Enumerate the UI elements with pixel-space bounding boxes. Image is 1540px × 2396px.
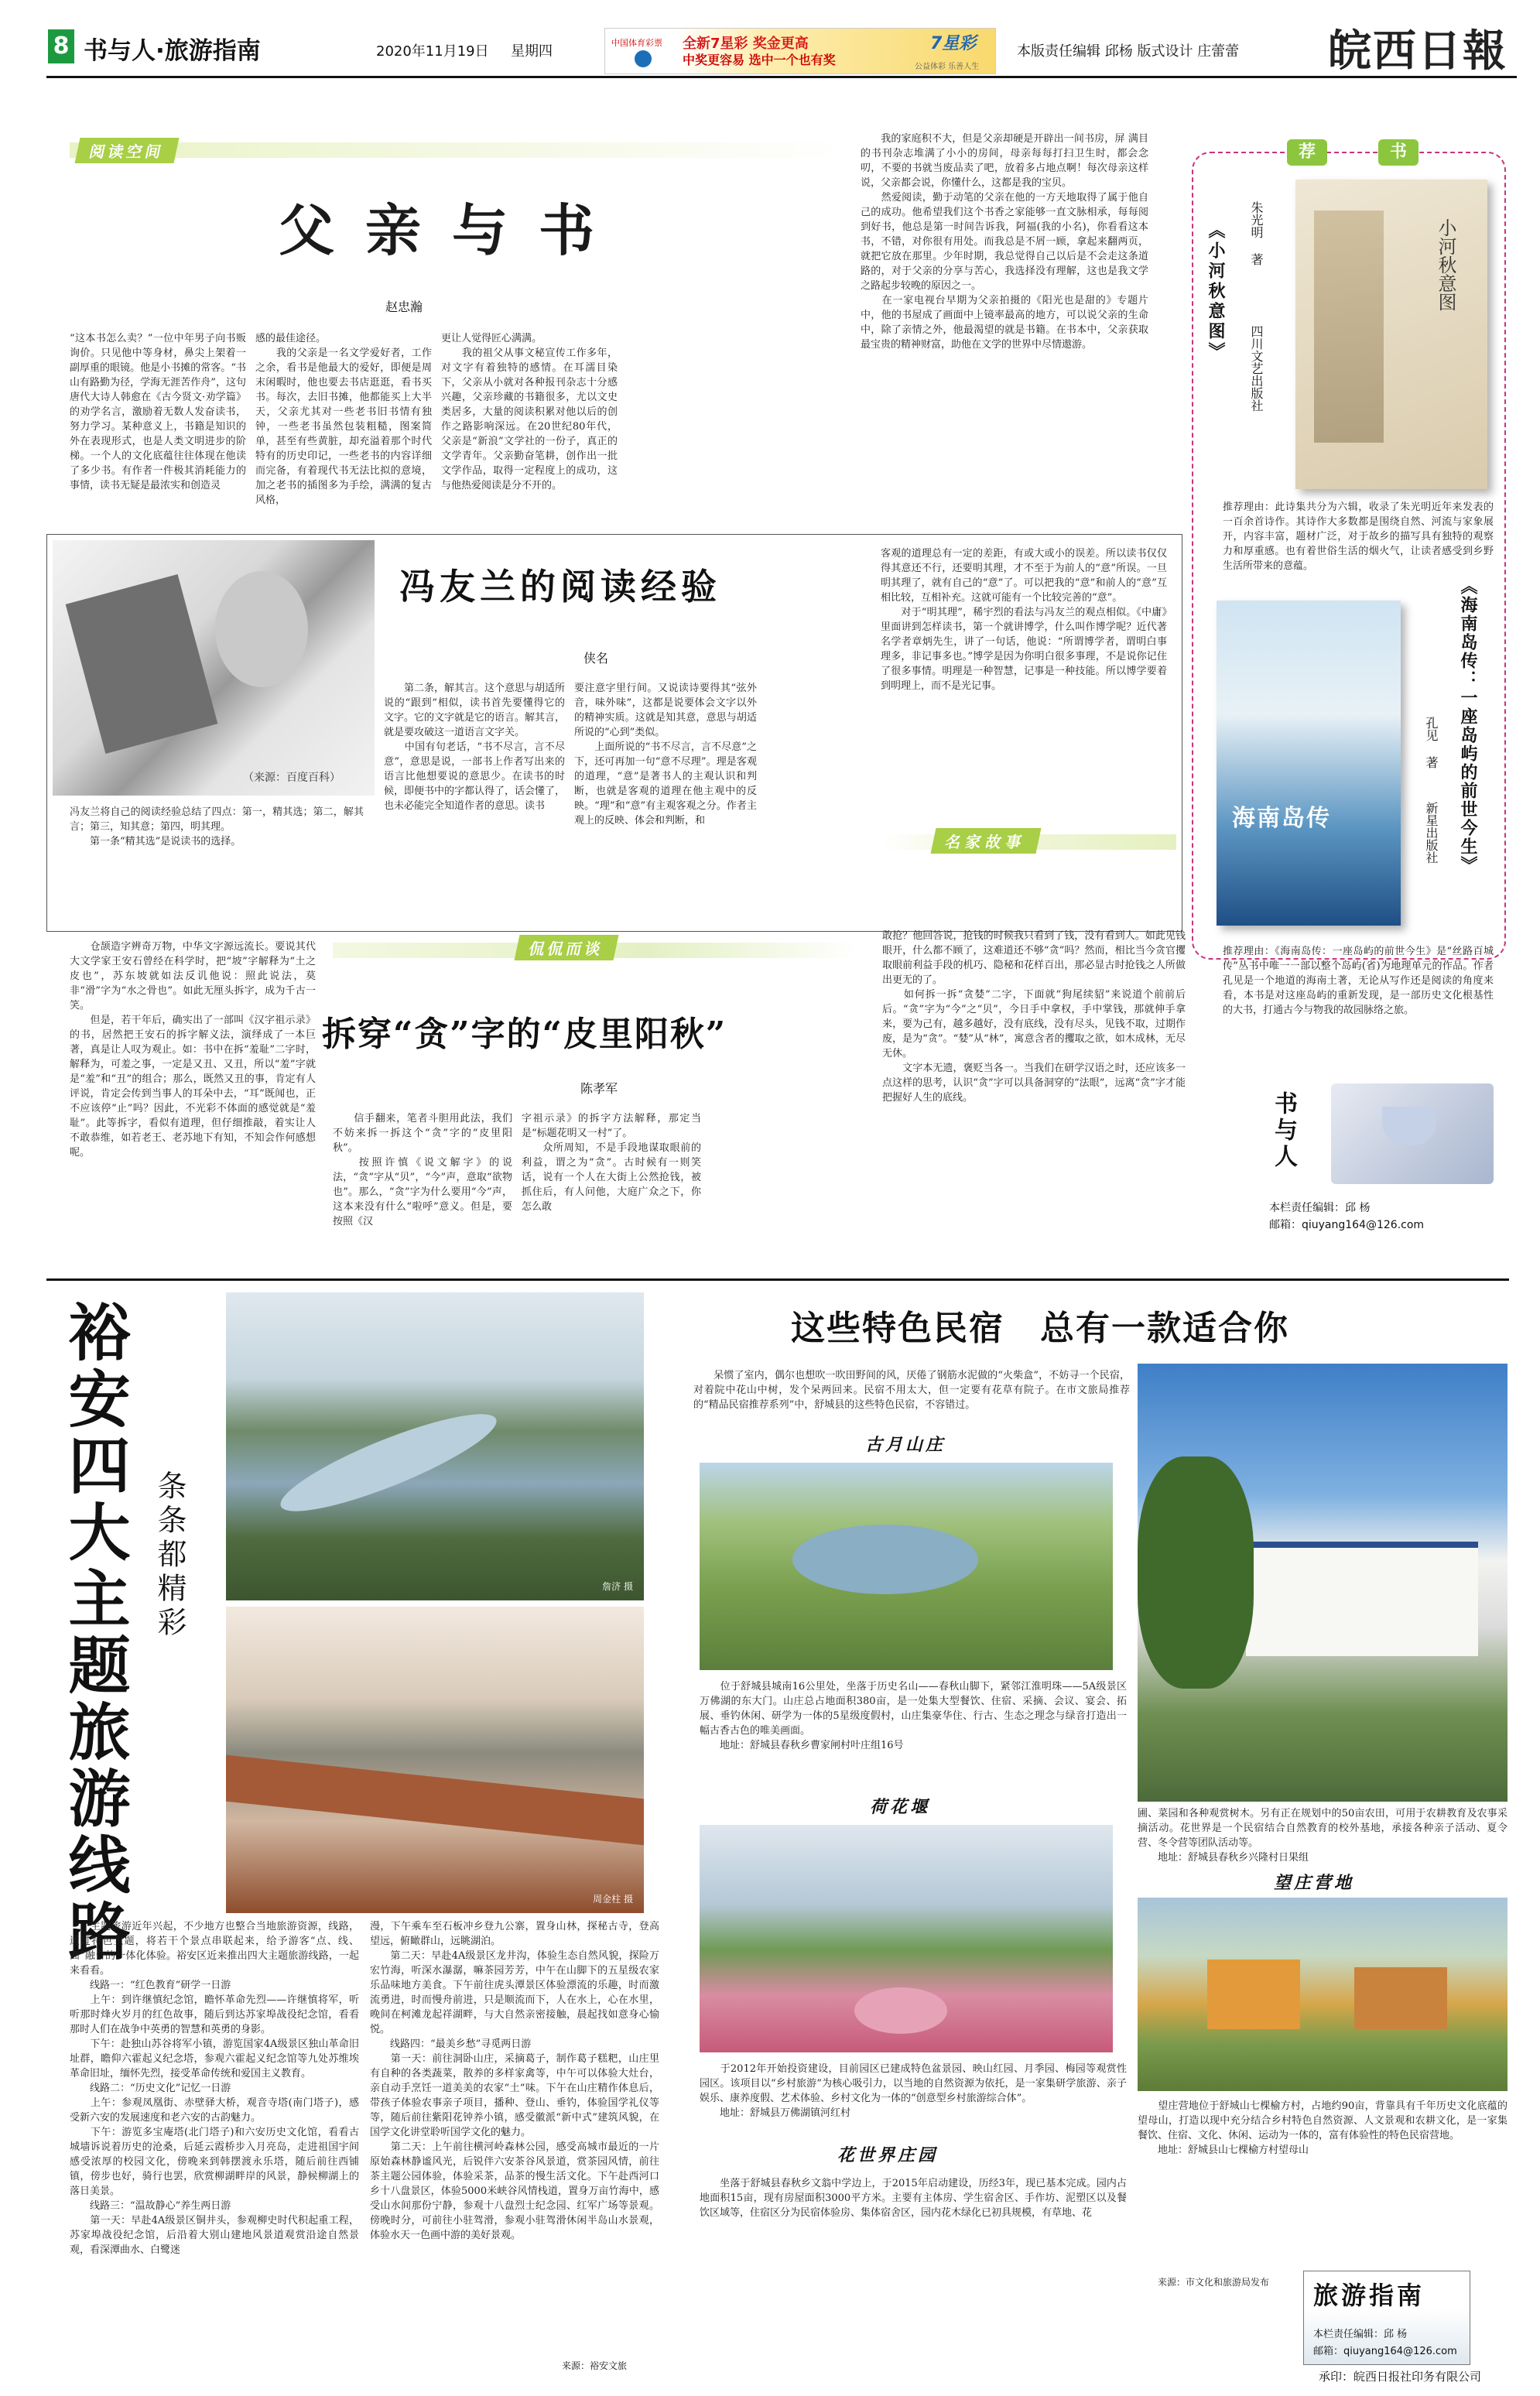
minsu-intro: 呆惯了室内，偶尔也想吹一吹田野间的风，厌倦了钢筋水泥做的“火柴盒”，不妨寻一个民宿，对着院中花山中树，发个呆两回来。民宿不用太大，但一定要有花草有院子。在市文旅局推荐的“精品民宿推荐系列”中，舒城县的这些特色民宿，不容错过。 xyxy=(693,1370,1130,1411)
book-column-email: 邮箱：qiuyang164@126.com xyxy=(1269,1219,1425,1231)
minsu-sub1-title: 古月山庄 xyxy=(865,1435,946,1455)
huashijie-text: 坐落于舒城县春秋乡文翁中学边上，于2015年启动建设，历经3年，现已基本完成。园内占地面积15亩，现有房屋面积3000平方米。主要有主体房、学生宿舍区、手作坊、泥塑区以及餐饮区域等，住宿区分为民宿体验房、集体宿舍区，园内花木绿化已初具规模，有草地、花 xyxy=(700,2178,1127,2219)
minsu-sub4-title: 望庄营地 xyxy=(1274,1873,1355,1893)
minsu-sub3-title: 花世界庄园 xyxy=(837,2145,939,2165)
page-number-badge: 8 xyxy=(48,29,74,63)
book2-reason: 推荐理由：《海南岛传：一座岛屿的前世今生》是“丝路百城传”丛书中唯一一部以整个岛屿(省)为地理单元的作品。作者孔见是一个地道的海南土著，无论从写作还是阅读的角度来看，本书是对这座岛屿的重新发现，是一部历史文化根基性的大书，打通古今与物我的故园脉络之旅。 xyxy=(1223,946,1494,1016)
hehua-text: 于2012年开始投资建设，目前园区已建成特色盆景园、映山红园、月季园、梅园等观赏性园区。该项目以“乡村旅游”为核心吸引力，以当地的自然资源为依托，是一家集研学旅游、亲子娱乐、康养度假、艺术体验、乡村文化为一体的“创意型乡村旅游综合体”。 地址：舒城县万佛湖镇河红村 xyxy=(700,2063,1127,2119)
issue-weekday: 星期四 xyxy=(511,43,553,60)
yuan-photo-river xyxy=(226,1292,644,1600)
book2-publisher: 新星出版社 xyxy=(1424,802,1439,864)
book1-cover-title: 小河秋意图 xyxy=(1435,218,1456,311)
ad-slogan-1: 全新7星彩 奖金更高 xyxy=(683,36,809,52)
recommend-tag-2: 书 xyxy=(1378,139,1419,166)
father-column-3: 更让人觉得匠心满满。 我的祖父从事文秘宣传工作多年，对文字有着独特的感情。在耳濡目染下，父亲从小就对各种报刊杂志十分感兴趣，父亲珍藏的书籍很多，尤以文史类居多，大量的阅读积累对他以后的创作之路影响深远。在20世纪80年代，父亲是“新浪”文学社的一份子，真正的文学青年。父亲勤奋笔耕，创作出一批文学作品，取得一定程度上的成功，这与他热爱阅读是分不开的。 xyxy=(441,333,618,491)
river-shape xyxy=(272,1398,505,1528)
minsu-source: 来源：市文化和旅游局发布 xyxy=(1158,2277,1270,2288)
boardwalk-shape xyxy=(226,1755,644,1846)
pin-title: 拆穿“贪”字的“皮里阳秋” xyxy=(322,1015,727,1054)
recommend-tag-1: 荐 xyxy=(1287,139,1327,166)
portrait-head-shape xyxy=(215,571,308,687)
section-title: 书与人·旅游指南 xyxy=(84,37,261,65)
lottery-ad[interactable] xyxy=(604,28,996,74)
father-column-1: “这本书怎么卖？”一位中年男子向书贩询价。只见他中等身材，鼻尖上架着一副厚重的眼镜。他是小书摊的常客。“书山有路勤为径，学海无涯苦作舟”，这句唐代大诗人韩愈在《古今贤文·劝学篇》的劝学名言，激励着无数人发奋读书，努力学习。某种意义上，书籍是知识的外在表现形式，也是人类文明进步的阶梯。一个人的文化底蕴往往体现在他读了多少书。有作者一件极其消耗能力的事情，读书无疑是最浓实和创造灵 xyxy=(70,333,246,491)
book-column-box xyxy=(1266,1083,1507,1238)
book1-vertical-title: 《小河秋意图》 xyxy=(1206,221,1226,362)
pin-column-1: 信手翻来，笔者斗胆用此法，我们不妨来拆一拆这个“贪”字的“皮里阳秋”。 按照许慎《说文解字》的说法，“贪”字从“贝”，“今”声，意取“欲物也”。那么，“贪”字为什么要用“今”声，这本来没有什么“啦呼”意义。但是，要按照《汉 xyxy=(333,1113,512,1227)
pin-left-column: 仓颉造字辨奇万物，中华文字源远流长。要说其代大文学家王安石曾经在科学时，把“坡”字解释为“土之皮也”，苏东坡就如法反讥他说：照此说法，莫非“滑”字为“水之骨也”。如此无厘头拆字，成为千古一笑。 但是，若干年后，确实出了一部叫《汉字祖示录》的书，居然把王安石的拆字解义法，演绎成了一本巨著，真是让人叹为观止。如：书中在拆“羞耻”二字时，解释为，可羞之事，一定是又丑、又丑，所以“羞”字就是“羞”和“丑”的组合；那么，既然又丑的事，肯定有人评说，肯定会传到当事人的耳朵中去，“耳”既闻也，正不应该停“止”吗？因此，不光彩不体面的感觉就是“羞耻”。此等拆字，看似有道理，但仔细推敲，着实让人不敢恭维，如若老王、老苏地下有知，不知会作何感想呢。 xyxy=(70,941,316,1159)
pin-column-2: 字祖示录》的拆字方法解释，那定当是“标题花明又一村”了。 众所周知，不是手段地谋取眼前的利益，谓之为“贪”。古时候有一则笑话，说有一个人在大街上公然抢钱，被抓住后，有人问他，大庭广众之下，你怎么敢 xyxy=(522,1113,701,1213)
book2-cover-title: 海南岛传 xyxy=(1232,805,1331,832)
book-column-title: 书与人 xyxy=(1270,1091,1297,1170)
minsu-sub2-title: 荷花堰 xyxy=(870,1797,931,1817)
book1-cover-art xyxy=(1314,211,1384,443)
page-editors: 本版责任编辑 邱杨 版式设计 庄蕾蕾 xyxy=(1017,43,1240,60)
book2-vertical-title: 《海南岛传：一座岛屿的前世今生》 xyxy=(1458,577,1478,875)
feng-photo-caption: （来源：百度百科） xyxy=(243,772,341,784)
travel-guide-box xyxy=(1303,2271,1470,2365)
feng-tag: 名家故事 xyxy=(930,828,1041,854)
reading-space-label-bar xyxy=(70,142,851,158)
feng-portrait-photo xyxy=(53,540,375,796)
travel-guide-editor: 本栏责任编辑：邱 杨 xyxy=(1313,2329,1408,2340)
ad-sub: 公益体彩 乐善人生 xyxy=(915,63,980,71)
article-title-father: 父亲与书 xyxy=(279,197,626,263)
hehua-photo xyxy=(700,1825,1113,2052)
yuan-source: 来源：裕安文旅 xyxy=(562,2360,628,2371)
photo-credit-1: 詹济 摄 xyxy=(602,1581,633,1592)
travel-guide-title: 旅游指南 xyxy=(1313,2281,1425,2310)
book1-author: 朱光明 著 xyxy=(1249,201,1264,265)
photo-credit-2: 周金柱 摄 xyxy=(593,1894,633,1905)
header-rule xyxy=(46,76,1517,78)
ad-logo: 中国体育彩票 xyxy=(611,38,662,48)
yuan-subtitle: 条条都精彩 xyxy=(152,1470,187,1641)
pin-label: 侃侃而谈 xyxy=(514,935,618,960)
ad-brand: 7星彩 xyxy=(930,34,977,53)
article-author-father: 赵忠瀚 xyxy=(385,300,423,314)
newspaper-masthead: 皖西日報 xyxy=(1328,26,1507,77)
huashijie-right-text: 圃、菜园和各种观赏树木。另有正在规划中的50亩农田，可用于农耕教育及农事采摘活动。花世界是一个民宿结合自然教育的校外基地，承接各种亲子活动、夏令营、冬令营等团队活动等。 地址：舒城县春秋乡兴隆村日果组 xyxy=(1138,1808,1507,1864)
book2-author: 孔见 著 xyxy=(1424,717,1439,768)
yuan-photo-boardwalk xyxy=(226,1607,644,1913)
yuan-title: 裕安四大主题旅游线路 xyxy=(58,1300,131,1966)
section-divider xyxy=(46,1278,1509,1281)
printer-credit: 承印：皖西日报社印务有限公司 xyxy=(1319,2370,1482,2384)
feng-column-1: 第二条，解其言。这个意思与胡适所说的“跟到”相似，读书首先要懂得它的文字。它的文字就是它的语言。解其言，就是要攻破这一道语言文字关。 中国有句老话，“书不尽言，言不尽意”，意思是说，一部书上作者写出来的语言比他想要说的意思少。在读书的时候，即便书中的字都认得了，话会懂了，也未必能完全知道作者的意思。读书 xyxy=(384,683,565,812)
flower-shape xyxy=(854,1987,947,2034)
yuan-column-1: 主题旅游近年兴起，不少地方也整合当地旅游资源，线路，通过特色主题，将若干个景点串联起来，给予游客“点、线、面”融合的一体化体验。裕安区近来推出四大主题旅游线路，一起来看看。 线路一：“红色教育”研学一日游 上午：到许继慎纪念馆，瞻怀革命先烈——许继慎将军，听听那时烽火岁月的红色故事，随后到达苏家埠战役纪念馆，看看那时人们在战争中英勇的智慧和英勇的身影。 下午：赴独山苏谷将军小镇，游览国家4A级景区独山革命旧址群，瞻仰六霍起义纪念塔，参观六霍起义纪念馆等九处苏维埃革命旧址，缅怀先烈，接受革命传统和爱国主义教育。 线路二：“历史文化”记忆一日游 上午：参观凤凰街、赤壁驿大桥，观音寺塔(南门塔子)，感受新六安的发展速度和老六安的古韵魅力。 下午：游览多宝庵塔(北门塔子)和六安历史文化馆，看看古城墙诉说着历史的沧桑，后延云霞桥步入月亮岛，走进祖国宇间感受浓厚的校园文化，傍晚来到韩摆渡永乐塔，随后前往西铺镇，傍步也好，骑行也罢，欣赏柳湖畔岸的风景，静候柳湖上的落日美景。 线路三：“温故静心”养生两日游 第一天：早赴4A级景区铜井头，参观柳史时代积起重工程，苏家埠战役纪念馆，后沿着大别山建地风景道观赏沿途自然景观，看深潭曲水、白鹭迷 xyxy=(70,1921,359,2256)
cabin-shape xyxy=(1207,1960,1300,2029)
feng-column-3: 客观的道理总有一定的差距，有或大或小的误差。所以读书仅仅得其意还不行，还要明其理，才不至于为前人的“意”所误。一旦明其理了，就有自己的“意”了。可以把我的“意”和前人的“意”互相比较，互相补充。这就可能有一个比较完善的“意”。 对于“明其理”，稀宇烈的看法与冯友兰的观点相似。《中庸》里面讲到怎样读书，第一个就讲博学，什么叫作博学呢？近代著名学者章炳先生，讲了一句话，他说：“所谓博学者，谓明白事理多，非记事多也。”博学是因为你明白很多事理，不是说你记住了很多事情。明理是一种智慧，记事是一种技能。所以博学要着到明理上，而不是光记事。 xyxy=(881,548,1167,692)
ad-globe-icon xyxy=(635,50,652,67)
feng-column-2: 要注意字里行间。又说读诗要得其“弦外音，味外味”，这都是说要体会文字以外的精神实质。这就是知其意，意思与胡适所说的“心到”类似。 上面所说的“书不尽言，言不尽意”之下，还可再加一句“意不尽理”。理是客观的道理，“意”是著书人的主观认识和判断，也就是客观的道理在他主观中的反映。“理”和“意”有主观客观之分。作者主观上的反映、体会和判断，和 xyxy=(574,683,757,827)
feng-author: 侠名 xyxy=(583,651,609,666)
feng-title: 冯友兰的阅读经验 xyxy=(399,566,721,608)
minsu-title: 这些特色民宿 总有一款适合你 xyxy=(791,1309,1289,1348)
book-column-editor: 本栏责任编辑：邱 杨 xyxy=(1269,1202,1371,1214)
issue-date: 2020年11月19日 xyxy=(376,43,489,60)
wangzhuang-photo xyxy=(1138,1898,1507,2091)
reading-space-label: 阅读空间 xyxy=(74,138,179,163)
book2-cover xyxy=(1217,601,1401,926)
tree-shape xyxy=(1138,1456,1254,1689)
father-column-2: 感的最佳途径。 我的父亲是一名文学爱好者，工作之余，看书是他最大的爱好，即便是周末闲暇时，他也要去书店逛逛，看书买书。每次，去旧书摊，他都能买上大半天，父亲尤其对一些老书旧书情有独钟，一些老书虽然包装粗糙，图案简单，甚至有些黄脏，却充溢着那个时代特有的历史印记，一些老书的内容详细而完备，有着现代书无法比拟的意境，加之老书的插图多为手绘，满满的复古风格， xyxy=(255,333,432,506)
book1-publisher: 四川文艺出版社 xyxy=(1249,325,1264,412)
pin-author: 陈孝军 xyxy=(580,1081,618,1096)
guyue-photo xyxy=(700,1463,1113,1670)
cabin-shape-2 xyxy=(1354,1967,1447,2029)
guyue-lake-shape xyxy=(792,1525,978,1594)
huashijie-photo xyxy=(1138,1364,1507,1802)
guyue-text: 位于舒城县城南16公里处，坐落于历史名山——春秋山脚下，紧邻江淮明珠——5A级景区万佛湖的东大门。山庄总占地面积380亩，是一处集大型餐饮、住宿、采摘、会议、宴会、拓展、垂钓休闲、研学为一体的5星级度假村，山庄集豪华住、行古、生态之理念与绿音打造出一幅古香古色的唯美画面。 地址：舒城县春秋乡曹家闸村叶庄组16号 xyxy=(700,1681,1127,1751)
yuan-column-2: 漫，下午乘车至石板冲乡登九公寨，置身山林，探秘古寺，登高望远，俯瞰群山，远眺湖泊。 第二天：早赴4A级景区龙井沟，体验生态自然风貌，探险万宏竹海，听深水瀑潺，嘛茶园芳芳，中午在山脚下的五星级农家乐品味地方美食。下午前往虎头潭景区体验漂流的乐趣，时而激流勇进，时而慢舟前进，只是顺流而下，人在水上，心在水里，晚间在柯滩龙起祥湖畔，与大自然亲密接触，晨起找如意身心愉悦。 线路四：“最美乡愁”寻觅两日游 第一天：前往洞卧山庄，采摘葛子，制作葛子糕粑，山庄里有自种的各类蔬菜，散养的多样家禽等，中午可以体验大灶台，亲自动手烹饪一道美美的农家“土”味。下午在山庄精作体息后，带孩子体验农事亲子项目，播种、登山、垂钓，体验国学礼仪等等，随后前往紫阳花钟养小镇，感受徽派“新中式”建筑风貌，在国学文化讲堂聆听国学文化的魅力。 第二天：上午前往横河岭森林公园，感受高城市最近的一片原始森林静谧风光，后锐伴六安茶谷风景道，赏茶园风情，前往茶主题公园体验，体验采茶，品茶的慢生活文化。下午赴西河口乡十八盘景区，体验5000米峡谷风情栈道，置身万亩竹海中，感受山水间那份宁静，参观十八盘烈士纪念园、红军广场等景观。傍晚时分，可前往小驻驾滑，参观小驻驾滑休闲半岛山水景观，体验水天一色画中游的美好景观。 xyxy=(370,1921,659,2241)
book1-reason: 推荐理由：此诗集共分为六辑，收录了朱光明近年来发表的一百余首诗作。其诗作大多数都是围绕自然、河流与家象展开，内容丰富，题材广泛，对于故乡的描写具有独特的观察力和厚重感。也有着世俗生活的烟火气，让读者感受到乡野生活所带来的意蕴。 xyxy=(1223,501,1494,572)
house-shape xyxy=(1246,1542,1478,1656)
father-column-4: 我的家庭积不大，但是父亲却硬是开辟出一间书房，屏 满目的书刊杂志堆满了小小的房间，母亲每每打扫卫生时，都会念叨，不要的书就当废品卖了吧，放着多占地点啊！每次母亲这样说，父亲都会说，你懂什么，这都是我的宝贝。 然爱阅读，勤于动笔的父亲在他的一方天地取得了属于他自己的成功。他希望我们这个书香之家能够一直文脉相承，每每阅到好书，他总是第一时间告诉我，阿福(我的小名)，你看看这本书，不错，对你很有用处。而我总是不屑一顾，拿起来翻两页，就把它放在那里。少年时期，我总觉得自己以后是不会走这条道路的，对于父亲的分享与苦心，我选择没有理解，这也是我文学之路起步较晚的原因之一。 在一家电视台早期为父亲拍摄的《阳光也是甜的》专题片中，他的书屋成了画面中上镜率最高的地方，可以说父亲的生命中，除了亲情之外，他最渴望的就是书籍。在书本中，父亲获取最宝贵的精神财富，助他在文学的世界中尽情遨游。 xyxy=(861,133,1148,351)
portrait-book-shape xyxy=(66,574,218,754)
teacup-icon xyxy=(1382,1107,1436,1145)
pin-column-3: 敢抢？他回答说，抢钱的时候我只看到了钱，没有看到人。如此见钱眼开，什么都不顾了，这难道还不够“贪”吗？然而，相比当今贪官攫取眼前利益手段的机巧、隐秘和花样百出，那必显古时抢钱之人所做出更无的了。 如何拆一拆“贪婪”二字，下面就“狗尾续貂”来说道个前前后后。“贪”字为“今”之“贝”，今日手中拿权，手中掌钱，那就伸手拿来，要为己有，越多越好，没有底线，没有尽头，见钱不取，过期作废，是为“贪”。“婪”从“林”，寓意含者的攫取之欲，如木成林，无尽无休。 文字本无遗，褒贬当各一。当我们在研学汉语之时，还应该多一点这样的思考，认识“贪”字可以具备洞穿的“法眼”，远离“贪”字才能把握好人生的底线。 xyxy=(882,930,1186,1104)
feng-intro: 冯友兰将自己的阅读经验总结了四点：第一，精其选；第二，解其言；第三，知其意；第四，明其理。 第一条“精其选”是说读书的选择。 xyxy=(70,806,364,847)
ad-slogan-2: 中奖更容易 选中一个也有奖 xyxy=(683,53,836,67)
wangzhuang-text: 望庄营地位于舒城山七棵榆方村，占地约90亩，背靠具有千年历史文化底蕴的望母山，打造以现中充分结合乡村特色自然资源、人文景观和农耕文化，是一家集餐饮、住宿、文化、休闲、运动为一体的，富有体验性的特色民宿营地。 地址：舒城县山七棵榆方村望母山 xyxy=(1138,2100,1507,2156)
travel-guide-email: 邮箱：qiuyang164@126.com xyxy=(1313,2346,1457,2357)
book1-cover xyxy=(1295,180,1487,489)
